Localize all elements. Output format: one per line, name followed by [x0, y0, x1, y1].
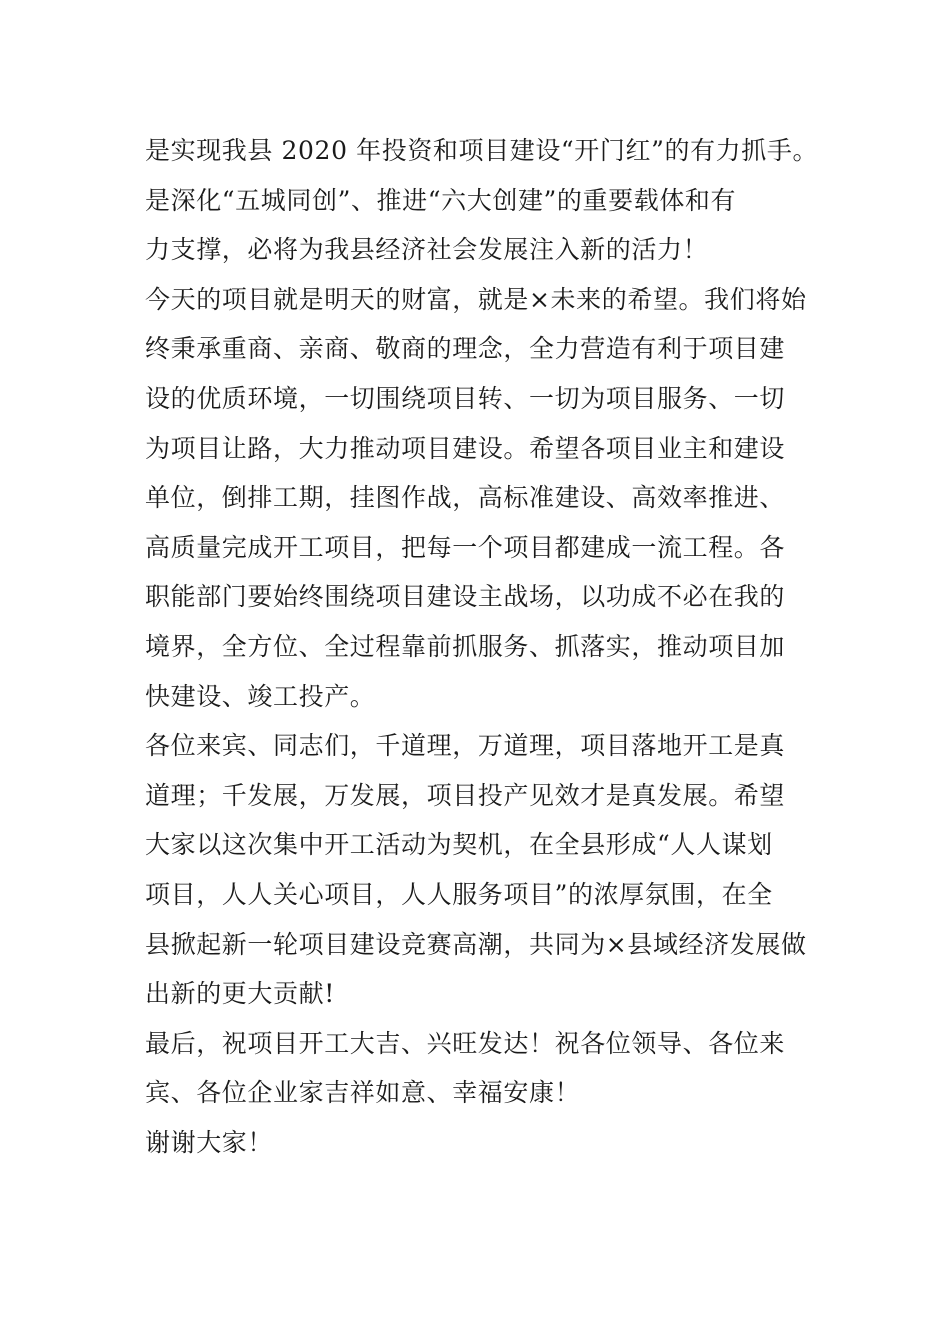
text-line-20: 宾、各位企业家吉祥如意、幸福安康！	[145, 1078, 581, 1108]
text-line-16: 项目，人人关心项目，人人服务项目”的浓厚氛围，在全	[145, 879, 773, 909]
text-line-17: 县掀起新一轮项目建设竞赛高潮，共同为×县域经济发展做	[145, 929, 807, 959]
text-line-19: 最后，祝项目开工大吉、兴旺发达！祝各位领导、各位来	[145, 1028, 786, 1058]
text-line-7: 为项目让路，大力推动项目建设。希望各项目业主和建设	[145, 433, 786, 463]
text-line-13: 各位来宾、同志们，千道理，万道理，项目落地开工是真	[145, 731, 786, 761]
text-line-15: 大家以这次集中开工活动为契机，在全县形成“人人谋划	[145, 830, 773, 860]
text-line-11: 境界，全方位、全过程靠前抓服务、抓落实，推动项目加	[145, 631, 786, 661]
text-line-8: 单位，倒排工期，挂图作战，高标准建设、高效率推进、	[145, 483, 786, 513]
text-line-1: 是实现我县 2020 年投资和项目建设“开门红”的有力抓手。	[145, 136, 819, 165]
text-line-9: 高质量完成开工项目，把每一个项目都建成一流工程。各	[145, 532, 786, 562]
speech-body-text	[145, 126, 825, 1167]
text-line-3: 力支撑，必将为我县经济社会发展注入新的活力！	[145, 235, 709, 265]
text-line-5: 终秉承重商、亲商、敬商的理念，全力营造有利于项目建	[145, 334, 786, 364]
text-line-6: 设的优质环境，一切围绕项目转、一切为项目服务、一切	[145, 383, 786, 413]
text-line-2: 是深化“五城同创”、推进“六大创建”的重要载体和有	[145, 185, 737, 215]
text-line-18: 出新的更大贡献!	[145, 979, 335, 1009]
text-line-10: 职能部门要始终围绕项目建设主战场，以功成不必在我的	[145, 582, 786, 612]
text-line-4: 今天的项目就是明天的财富，就是×未来的希望。我们将始	[145, 284, 807, 314]
text-line-12: 快建设、竣工投产。	[145, 681, 376, 711]
text-line-21: 谢谢大家！	[145, 1127, 274, 1157]
text-line-14: 道理；千发展，万发展，项目投产见效才是真发展。希望	[145, 780, 786, 810]
